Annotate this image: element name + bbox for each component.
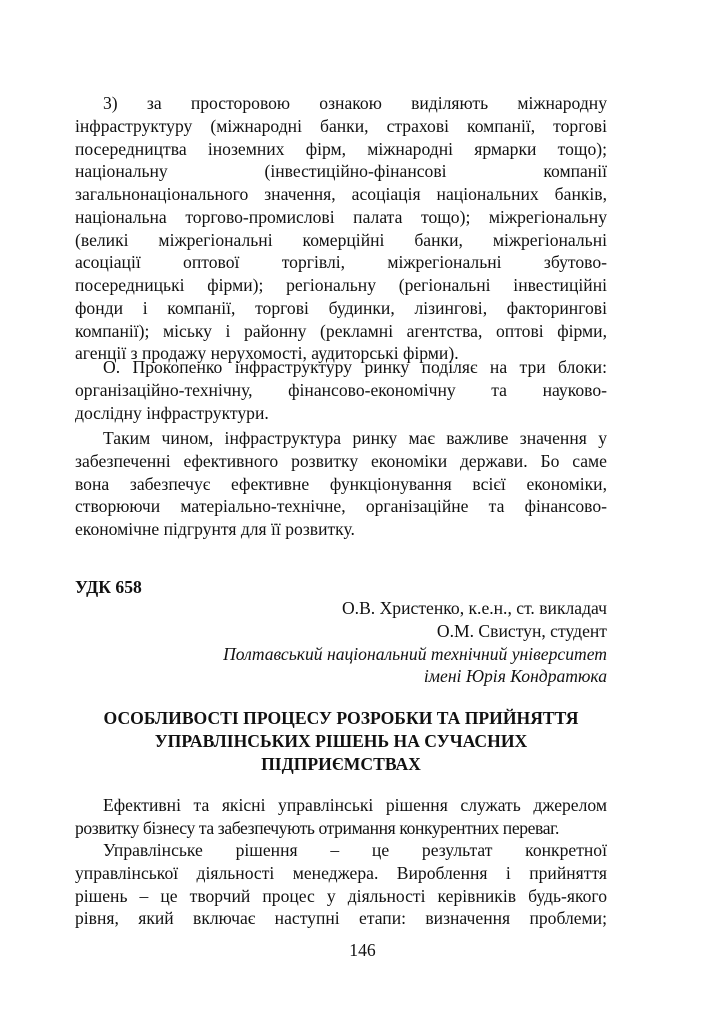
text-line: асоціації оптової торгівлі, міжрегіональні збутово- [75,252,607,273]
text-line: компанії); міську і районну (рекламні агентства, оптові фірми, [75,320,607,341]
text-line: дослідну інфраструктури. [75,402,269,423]
text-line: економічне підгрунтя для її розвитку. [75,519,355,539]
text-line: організаційно-технічну, фінансово-економічну та науково- [75,379,607,400]
affiliation-line: Полтавський національний технічний університет [223,643,607,664]
text-line: вона забезпечує ефективне функціонування всієї економіки, [75,473,607,494]
title-line: ОСОБЛИВОСТІ ПРОЦЕСУ РОЗРОБКИ ТА ПРИЙНЯТТЯ [103,708,579,728]
text-line: Управлінське рішення – це результат конкретної [103,840,607,860]
text-line: агенції з продажу нерухомості, аудиторські фірми). [75,343,459,364]
text-line: інфраструктуру (міжнародні банки, страхові компанії, торгові [75,115,607,136]
text-line: посередницькі фірми); регіональну (регіональні інвестиційні [75,275,607,295]
text-line: Таким чином, інфраструктура ринку має важливе значення у [103,428,607,448]
article-title [75,707,607,775]
paragraph-infrastructure-spatial [75,92,607,365]
author-line: О.М. Свистун, студент [436,620,607,641]
author-block [75,597,607,688]
text-line: (великі міжрегіональні комерційні банки, міжрегіональні [75,229,607,250]
paragraph-prokopenko [75,356,607,424]
text-line: національну (інвестиційно-фінансові компанії [75,161,607,182]
text-line: загальнонаціонального значення, асоціація національних банків, [75,184,607,204]
text-line: забезпеченні ефективного розвитку економіки держави. Бо саме [75,450,607,471]
affiliation-line: імені Юрія Кондратюка [423,666,607,687]
text-line: розвитку бізнесу та забезпечують отримання конкурентних переваг. [75,817,559,838]
text-line: 3) за просторовою ознакою виділяють міжнародну [103,93,607,113]
text-line: національна торгово-промислові палата тощо); міжрегіональну [75,206,607,227]
text-line: посередництва іноземних фірм, міжнародні ярмарки тощо); [75,138,607,159]
text-line: фонди і компанії, торгові будинки, лізингові, факторингові [75,297,607,318]
page-number: 146 [349,940,376,960]
text-line: створюючи матеріально-технічне, організаційне та фінансово- [75,496,607,517]
paragraph-conclusion [75,427,607,541]
author-line: О.В. Христенко, к.е.н., ст. викладач [341,598,607,618]
paragraph-intro [75,794,607,840]
text-line: управлінської діяльності менеджера. Вироблення і прийняття [75,862,607,883]
udk-code: УДК 658 [75,577,142,597]
title-line: УПРАВЛІНСЬКИХ РІШЕНЬ НА СУЧАСНИХ [154,730,528,751]
text-line: рішень – це творчий процес у діяльності керівників будь-якого [75,885,607,906]
text-line: Ефективні та якісні управлінські рішення служать джерелом [103,795,607,815]
paragraph-definition [75,839,607,930]
title-line: ПІДПРИЄМСТВАХ [261,753,421,774]
text-line: О. Прокопенко інфраструктуру ринку поділяє на три блоки: [103,357,607,377]
text-line: рівня, який включає наступні етапи: визначення проблеми; [75,908,607,929]
